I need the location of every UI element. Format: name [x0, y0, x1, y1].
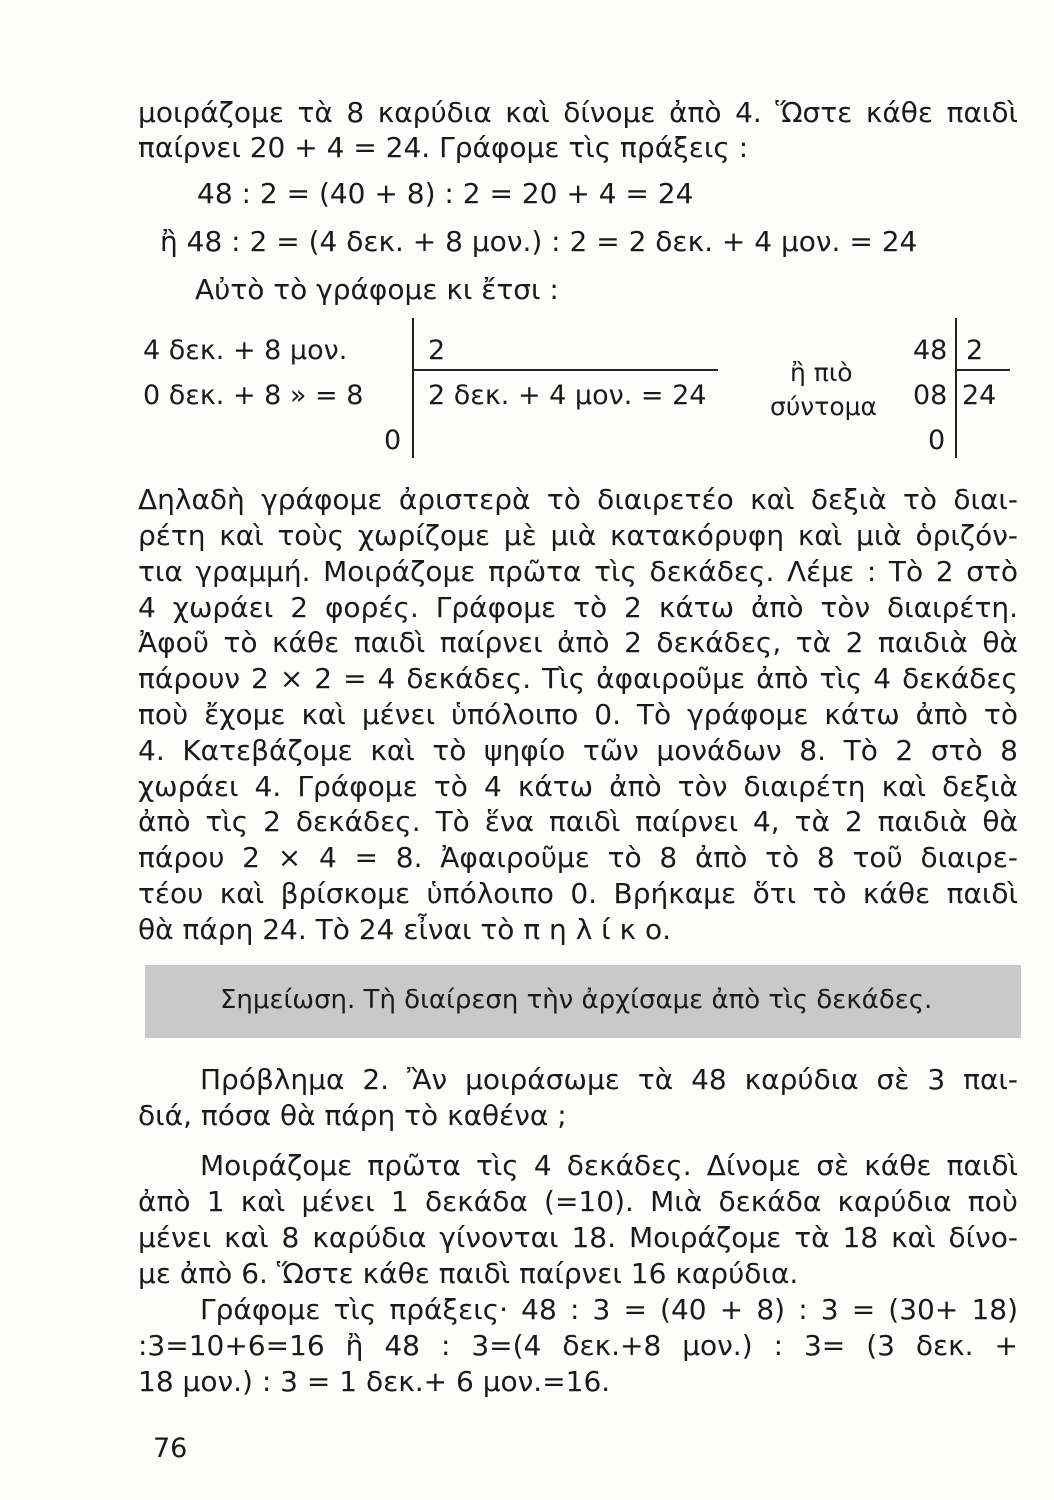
intro-line-1: μοιράζομε τὰ 8 καρύδια καὶ δίνομε ἀπὸ 4. Ὥστε κάθε παιδὶ	[138, 96, 1018, 129]
explanation-line: 4. Κατεβάζομε καὶ τὸ ψηφίο τῶν μονάδων 8. Τὸ 2 στὸ 8	[138, 734, 1018, 767]
note-text: Σημείωση. Τὴ διαίρεση τὴν ἀρχίσαμε ἀπὸ τὶς δεκάδες.	[220, 985, 933, 1015]
short-division-remainder: 0	[928, 425, 946, 456]
equation-1: 48 : 2 = (40 + 8) : 2 = 20 + 4 = 24	[197, 177, 694, 210]
solution-line: μένει καὶ 8 καρύδια γίνονται 18. Μοιράζομε τὰ 18 καὶ δίνο-	[138, 1221, 1018, 1254]
short-division-dividend: 48	[913, 335, 948, 366]
explanation-line: τέου καὶ βρίσκομε ὑπόλοιπο 0. Βρήκαμε ὅτι τὸ κάθε παιδὶ	[138, 877, 1018, 910]
division-remainder: 0	[384, 425, 402, 456]
solution-line: με ἀπὸ 6. Ὥστε κάθε παιδὶ παίρνει 16 καρύδια.	[138, 1257, 799, 1290]
division-step-row: 0 δεκ. + 8 » = 8	[143, 380, 364, 411]
explanation-line: Ἀφοῦ τὸ κάθε παιδὶ παίρνει ἀπὸ 2 δεκάδες, τὰ 2 παιδιὰ θὰ	[138, 626, 1018, 659]
short-division-quotient: 24	[962, 380, 997, 411]
short-division-horizontal-line	[955, 369, 1010, 371]
also-written-line: Αὐτὸ τὸ γράφομε κι ἔτσι :	[195, 273, 559, 306]
short-division-step: 08	[913, 380, 948, 411]
division-horizontal-line	[412, 369, 718, 371]
problem-2-line-2: διά, πόσα θὰ πάρη τὸ καθένα ;	[138, 1099, 567, 1132]
solution-line: Μοιράζομε πρῶτα τὶς 4 δεκάδες. Δίνομε σὲ κάθε παιδὶ	[200, 1149, 1018, 1182]
division-divisor: 2	[428, 335, 446, 366]
explanation-line: χωράει 4. Γράφομε τὸ 4 κάτω ἀπὸ τὸν διαιρέτη καὶ δεξιὰ	[138, 770, 1018, 803]
problem-2-line-1: Πρόβλημα 2. Ἂν μοιράσωμε τὰ 48 καρύδια σὲ 3 παι-	[200, 1063, 1018, 1096]
division-dividend-row: 4 δεκ. + 8 μον.	[143, 335, 348, 366]
short-division-divisor: 2	[966, 335, 984, 366]
equation-2: ἢ 48 : 2 = (4 δεκ. + 8 μον.) : 2 = 2 δεκ. + 4 μον. = 24	[160, 225, 918, 258]
explanation-line: πάρου 2 × 4 = 8. Ἀφαιροῦμε τὸ 8 ἀπὸ τὸ 8 τοῦ διαιρε-	[138, 841, 1018, 874]
shorter-label-2: σύντομα	[770, 392, 878, 421]
explanation-line: τια γραμμή. Μοιράζομε πρῶτα τὶς δεκάδες. Λέμε : Τὸ 2 στὸ	[138, 555, 1018, 588]
explanation-line: ποὺ ἔχομε καὶ μένει ὑπόλοιπο 0. Τὸ γράφομε κάτω ἀπὸ τὸ	[138, 698, 1018, 731]
solution-line: Γράφομε τὶς πράξεις· 48 : 3 = (40 + 8) : 3 = (30+ 18)	[200, 1293, 1018, 1326]
explanation-line: 4 χωράει 2 φορές. Γράφομε τὸ 2 κάτω ἀπὸ τὸν διαιρέτη.	[138, 591, 1018, 624]
solution-line: 18 μον.) : 3 = 1 δεκ.+ 6 μον.=16.	[138, 1365, 611, 1398]
explanation-line: θὰ πάρη 24. Τὸ 24 εἶναι τὸ π η λ ί κ ο.	[138, 913, 671, 946]
intro-line-2: παίρνει 20 + 4 = 24. Γράφομε τὶς πράξεις :	[138, 131, 749, 164]
short-division-vertical-line	[955, 318, 957, 458]
explanation-line: πάρουν 2 × 2 = 4 δεκάδες. Τὶς ἀφαιροῦμε ἀπὸ τὶς 4 δεκάδες	[138, 662, 1018, 695]
solution-line: ἀπὸ 1 καὶ μένει 1 δεκάδα (=10). Μιὰ δεκάδα καρύδια ποὺ	[138, 1185, 1018, 1218]
shorter-label-1: ἢ πιὸ	[790, 358, 853, 387]
note-box	[145, 965, 1021, 1038]
solution-line: :3=10+6=16 ἢ 48 : 3=(4 δεκ.+8 μον.) : 3= (3 δεκ. +	[138, 1329, 1018, 1362]
page-number: 76	[153, 1433, 188, 1464]
explanation-line: ρέτη καὶ τοὺς χωρίζομε μὲ μιὰ κατακόρυφη καὶ μιὰ ὁριζόν-	[138, 519, 1018, 552]
division-vertical-line	[412, 318, 414, 458]
explanation-line: Δηλαδὴ γράφομε ἀριστερὰ τὸ διαιρετέο καὶ δεξιὰ τὸ διαι-	[138, 483, 1018, 516]
explanation-line: ἀπὸ τὶς 2 δεκάδες. Τὸ ἕνα παιδὶ παίρνει 4, τὰ 2 παιδιὰ θὰ	[138, 805, 1018, 838]
division-quotient: 2 δεκ. + 4 μον. = 24	[428, 380, 707, 411]
